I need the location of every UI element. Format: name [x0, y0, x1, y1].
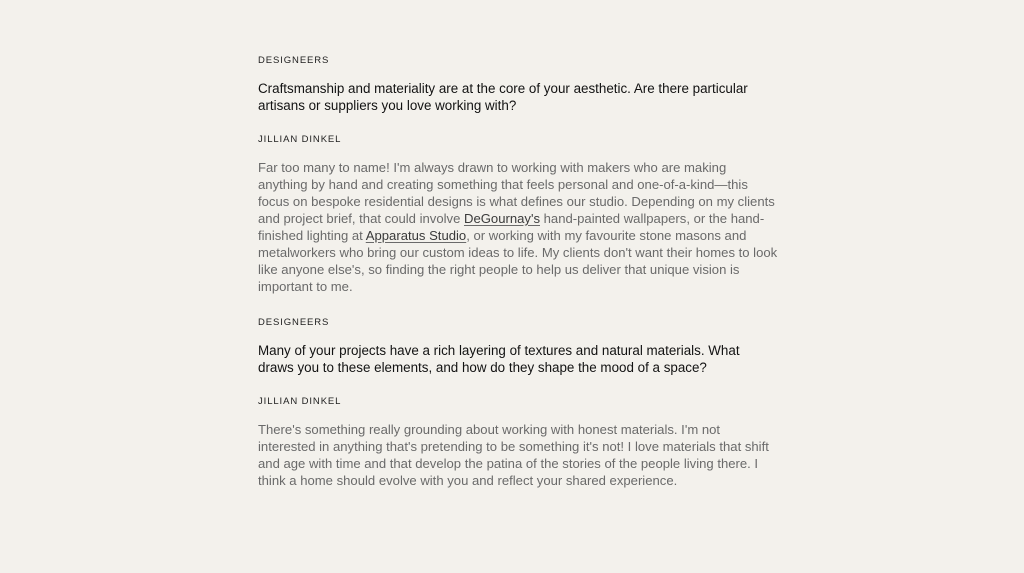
- speaker-label: DESIGNEERS: [258, 317, 330, 328]
- answer-block-2: [258, 395, 778, 489]
- question-block-1: [258, 54, 778, 114]
- apparatus-studio-link[interactable]: Apparatus Studio: [365, 228, 467, 243]
- question-text: Craftsmanship and materiality are at the core of your aesthetic. Are there particular artisans or suppliers you love working with?: [258, 81, 748, 113]
- answer-text: There's something really grounding about working with honest materials. I'm not interested in anything that's pretending to be something it's not! I love materials that shift and age with time and that develop the patina of the stories of the people living there. I think a home should evolve with you and reflect your shared experience.: [258, 422, 769, 488]
- answer-text-part: , or working with my favourite stone masons and metalworkers who bring our custom ideas to life. My clients don't want their homes to look like anyone else's, so finding the right people to help us deliver that unique vision is important to me.: [258, 228, 778, 294]
- answer-text-part: Far too many to name! I'm always drawn to working with makers who are making anything by hand and creating something that feels personal and one-of-a-kind—this focus on bespoke residential designs is what defines our studio. Depending on my clients and project brief, that could involve: [258, 160, 775, 226]
- degournay-link[interactable]: DeGournay's: [463, 211, 540, 226]
- answer-block-1: [258, 133, 778, 295]
- answer-text-part: hand-painted wallpapers, or the hand-finished lighting at: [258, 211, 765, 243]
- question-block-2: [258, 316, 778, 376]
- interview-article: [258, 54, 778, 510]
- speaker-label: JILLIAN DINKEL: [258, 134, 342, 145]
- answer-text: [258, 159, 778, 295]
- speaker-label: JILLIAN DINKEL: [258, 396, 342, 407]
- speaker-label: DESIGNEERS: [258, 55, 330, 66]
- question-text: Many of your projects have a rich layering of textures and natural materials. What draws you to these elements, and how do they shape the mood of a space?: [258, 343, 740, 375]
